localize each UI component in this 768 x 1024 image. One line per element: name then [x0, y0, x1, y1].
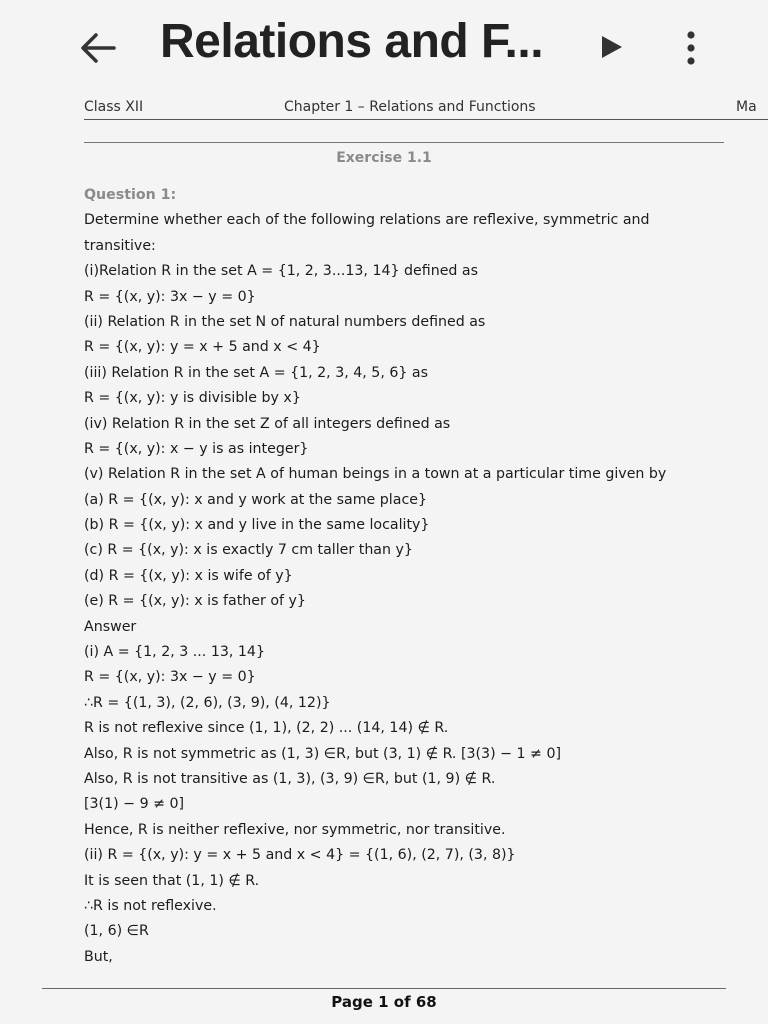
text-line: R = {(x, y): 3x − y = 0} [84, 669, 256, 686]
text-line: ∴R is not reflexive. [84, 897, 217, 914]
text-line: (d) R = {(x, y): x is wife of y} [84, 567, 293, 584]
text-line: (c) R = {(x, y): x is exactly 7 cm taller than y} [84, 542, 413, 559]
text-line: But, [84, 948, 113, 965]
text-line: (b) R = {(x, y): x and y live in the same locality} [84, 517, 430, 534]
text-line: (i)Relation R in the set A = {1, 2, 3...13, 14} defined as [84, 263, 479, 280]
text-line: R is not reflexive since (1, 1), (2, 2) ... (14, 14) ∉ R. [84, 720, 449, 737]
text-line: (e) R = {(x, y): x is father of y} [84, 593, 306, 610]
text-line: (v) Relation R in the set A of human beings in a town at a particular time given by [84, 466, 667, 483]
text-line: (ii) R = {(x, y): y = x + 5 and x < 4} = {(1, 6), (2, 7), (3, 8)} [84, 847, 516, 864]
text-line: It is seen that (1, 1) ∉ R. [84, 872, 260, 889]
text-line: (i) A = {1, 2, 3 ... 13, 14} [84, 644, 265, 661]
running-header-right: Ma [736, 99, 757, 115]
text-line: Determine whether each of the following relations are reflexive, symmetric and [84, 212, 650, 229]
text-line: transitive: [84, 237, 156, 254]
text-line: Also, R is not symmetric as (1, 3) ∈R, but (3, 1) ∉ R. [3(3) − 1 ≠ 0] [84, 745, 562, 762]
question-heading: Question 1: [84, 187, 177, 203]
exercise-heading: Exercise 1.1 [336, 150, 432, 166]
text-line: Also, R is not transitive as (1, 3), (3, 9) ∈R, but (1, 9) ∉ R. [84, 770, 496, 787]
running-header-center: Chapter 1 – Relations and Functions [284, 99, 536, 115]
text-line: (iii) Relation R in the set A = {1, 2, 3, 4, 5, 6} as [84, 364, 428, 381]
text-line: [3(1) − 9 ≠ 0] [84, 796, 185, 813]
text-line: (ii) Relation R in the set N of natural numbers defined as [84, 313, 486, 330]
page-number: Page 1 of 68 [331, 993, 437, 1011]
section-divider [84, 142, 724, 143]
document-title: Relations and F... [160, 15, 544, 68]
more-vertical-icon[interactable] [676, 26, 706, 70]
text-line: R = {(x, y): x − y is as integer} [84, 440, 309, 457]
text-line: (a) R = {(x, y): x and y work at the same place} [84, 491, 427, 508]
text-line: Hence, R is neither reflexive, nor symmetric, nor transitive. [84, 821, 506, 838]
running-header [84, 99, 768, 119]
app-toolbar [0, 0, 768, 95]
play-icon[interactable] [598, 30, 628, 64]
running-header-left: Class XII [84, 99, 144, 115]
document-body [84, 183, 724, 970]
footer-divider [42, 988, 726, 989]
text-line: ∴R = {(1, 3), (2, 6), (3, 9), (4, 12)} [84, 694, 331, 711]
text-line: R = {(x, y): 3x − y = 0} [84, 288, 256, 305]
text-line: R = {(x, y): y is divisible by x} [84, 390, 301, 407]
text-line: (1, 6) ∈R [84, 923, 149, 940]
text-line: Answer [84, 618, 137, 635]
arrow-left-icon[interactable] [70, 20, 120, 76]
header-divider [84, 119, 768, 120]
text-line: R = {(x, y): y = x + 5 and x < 4} [84, 339, 321, 356]
text-line: (iv) Relation R in the set Z of all integers defined as [84, 415, 451, 432]
